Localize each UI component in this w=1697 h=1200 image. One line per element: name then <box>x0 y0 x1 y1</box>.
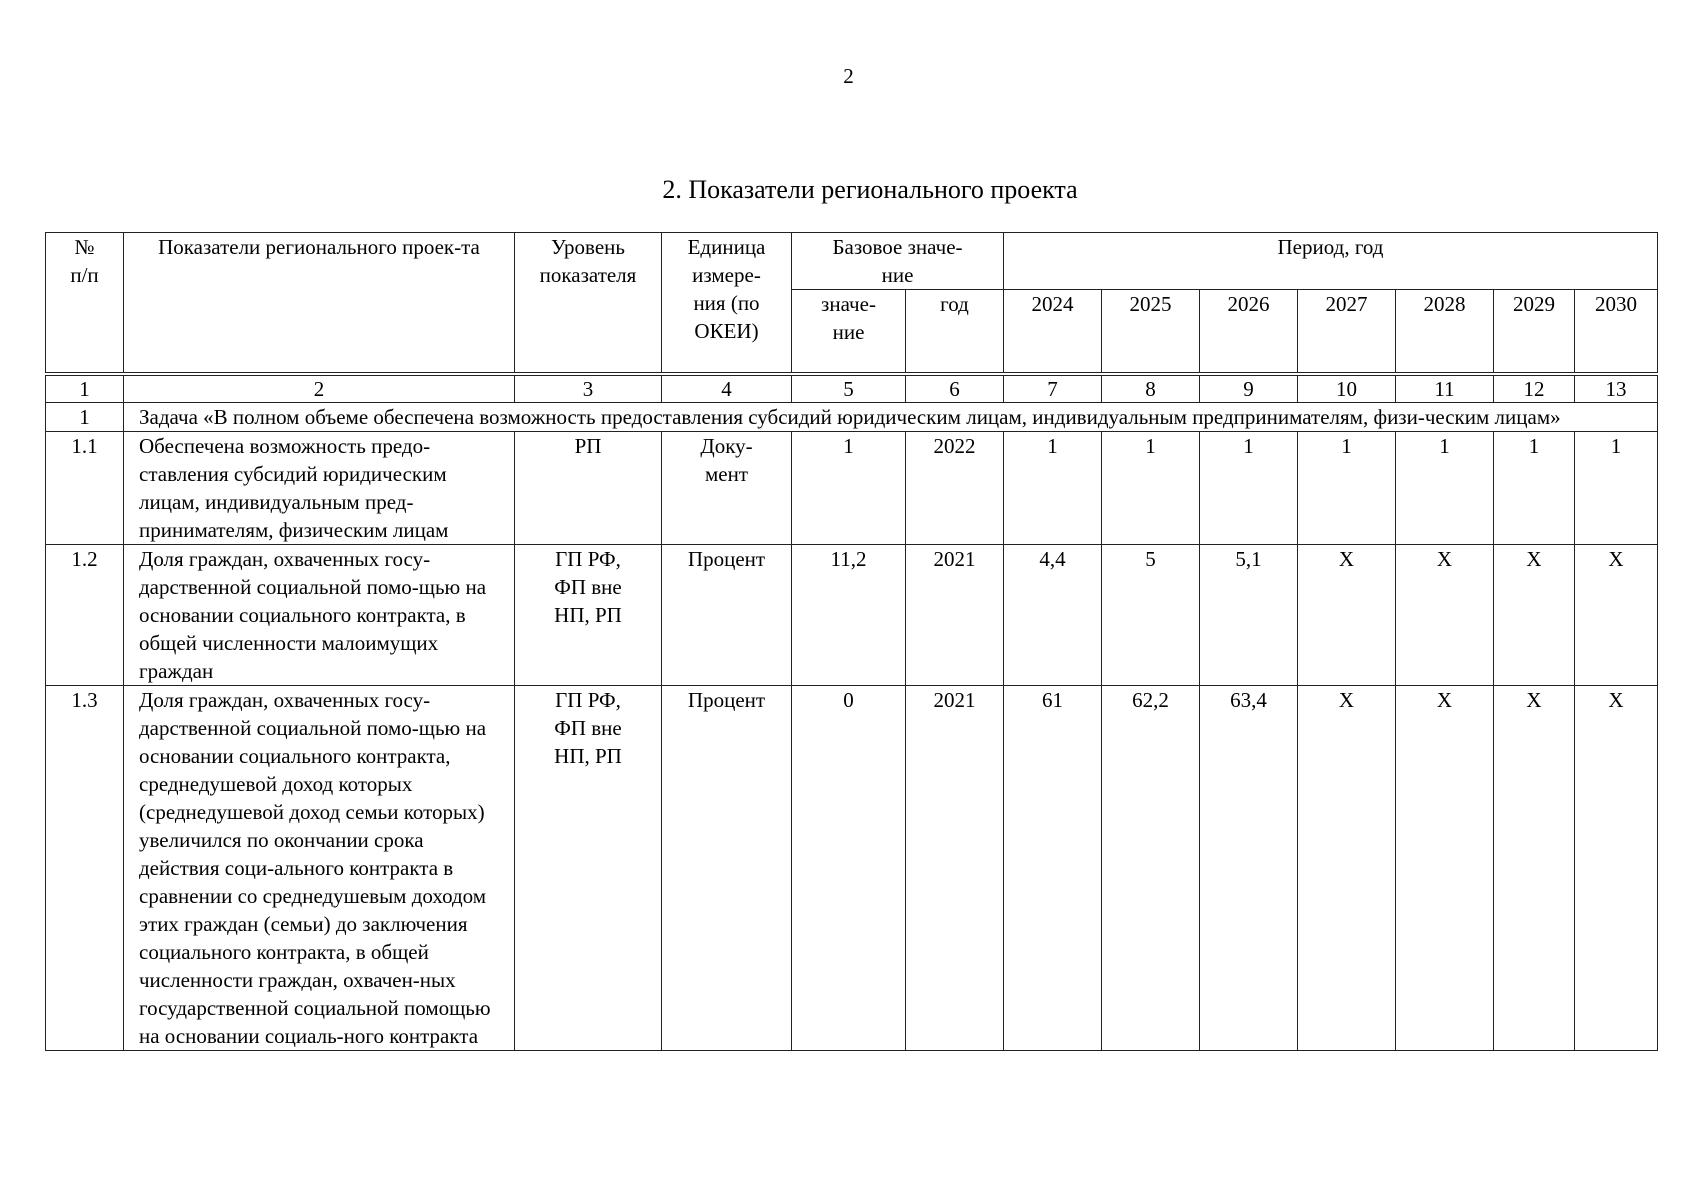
column-number: 6 <box>906 374 1004 403</box>
header-base-year: год <box>906 290 1004 374</box>
row-value: 1 <box>1396 431 1494 544</box>
row-unit: Процент <box>662 685 792 1050</box>
row-level: ГП РФ, ФП вне НП, РП <box>515 544 662 685</box>
column-number: 12 <box>1494 374 1575 403</box>
row-value: 1 <box>1575 431 1658 544</box>
row-value: Х <box>1298 685 1396 1050</box>
header-level: Уровень показателя <box>515 233 662 374</box>
row-num: 1.3 <box>46 685 124 1050</box>
header-unit: Единица измере-ния (по ОКЕИ) <box>662 233 792 374</box>
row-indicator: Доля граждан, охваченных госу-дарственной социальной помо-щью на основании социального контракта, среднедушевой доход которых (среднедушевой доход семьи которых) увеличился по окончании срока действия соци-ального контракта в сравнении со среднедушевым доходом этих граждан (семьи) до заключения социального контракта, в общей численности граждан, охвачен-ных государственной социальной помощью на основании социаль-ного контракта <box>124 685 515 1050</box>
row-value: 62,2 <box>1102 685 1200 1050</box>
column-number: 1 <box>46 374 124 403</box>
table-row <box>46 685 1658 1050</box>
row-base-year: 2022 <box>906 431 1004 544</box>
row-value: Х <box>1494 685 1575 1050</box>
column-number: 5 <box>792 374 906 403</box>
table-row <box>46 431 1658 544</box>
row-value: Х <box>1575 685 1658 1050</box>
header-year: 2027 <box>1298 290 1396 374</box>
header-year: 2024 <box>1004 290 1102 374</box>
row-num: 1.2 <box>46 544 124 685</box>
row-value: 1 <box>1298 431 1396 544</box>
header-year: 2030 <box>1575 290 1658 374</box>
column-number: 2 <box>124 374 515 403</box>
row-value: Х <box>1494 544 1575 685</box>
row-value: Х <box>1396 544 1494 685</box>
task-text: Задача «В полном объеме обеспечена возможность предоставления субсидий юридическим лицам, индивидуальным предпринимателям, физи-ческим лицам» <box>124 402 1658 431</box>
task-row <box>46 402 1658 431</box>
row-level: ГП РФ, ФП вне НП, РП <box>515 685 662 1050</box>
header-year: 2025 <box>1102 290 1200 374</box>
header-year: 2028 <box>1396 290 1494 374</box>
page-number: 2 <box>843 64 854 88</box>
row-indicator: Обеспечена возможность предо-ставления субсидий юридическим лицам, индивидуальным пред-принимателям, физическим лицам <box>124 431 515 544</box>
row-value: Х <box>1298 544 1396 685</box>
row-value: 1 <box>1494 431 1575 544</box>
row-value: 1 <box>1004 431 1102 544</box>
row-value: 1 <box>1200 431 1298 544</box>
column-number: 13 <box>1575 374 1658 403</box>
table-row <box>46 544 1658 685</box>
row-value: Х <box>1396 685 1494 1050</box>
row-base-value: 11,2 <box>792 544 906 685</box>
row-value: 1 <box>1102 431 1200 544</box>
row-base-year: 2021 <box>906 544 1004 685</box>
row-value: 5 <box>1102 544 1200 685</box>
header-period: Период, год <box>1004 233 1658 290</box>
row-base-year: 2021 <box>906 685 1004 1050</box>
row-num: 1.1 <box>46 431 124 544</box>
column-number: 8 <box>1102 374 1200 403</box>
row-base-value: 0 <box>792 685 906 1050</box>
header-num: № п/п <box>46 233 124 374</box>
row-value: Х <box>1575 544 1658 685</box>
task-num: 1 <box>46 402 124 431</box>
header-base: Базовое значе-ние <box>792 233 1004 290</box>
column-number: 11 <box>1396 374 1494 403</box>
indicators-table <box>45 232 1658 1051</box>
header-indicator: Показатели регионального проек-та <box>124 233 515 374</box>
row-value: 5,1 <box>1200 544 1298 685</box>
section-title: 2. Показатели регионального проекта <box>662 175 1078 204</box>
column-number: 9 <box>1200 374 1298 403</box>
row-value: 61 <box>1004 685 1102 1050</box>
row-base-value: 1 <box>792 431 906 544</box>
column-number: 7 <box>1004 374 1102 403</box>
row-indicator: Доля граждан, охваченных госу-дарственной социальной помо-щью на основании социального контракта, в общей численности малоимущих граждан <box>124 544 515 685</box>
header-base-value: значе-ние <box>792 290 906 374</box>
column-number-row <box>46 374 1658 403</box>
row-unit: Процент <box>662 544 792 685</box>
column-number: 3 <box>515 374 662 403</box>
row-unit: Доку-мент <box>662 431 792 544</box>
header-year: 2029 <box>1494 290 1575 374</box>
row-level: РП <box>515 431 662 544</box>
header-year: 2026 <box>1200 290 1298 374</box>
column-number: 10 <box>1298 374 1396 403</box>
row-value: 63,4 <box>1200 685 1298 1050</box>
row-value: 4,4 <box>1004 544 1102 685</box>
column-number: 4 <box>662 374 792 403</box>
header-row-1 <box>46 233 1658 290</box>
